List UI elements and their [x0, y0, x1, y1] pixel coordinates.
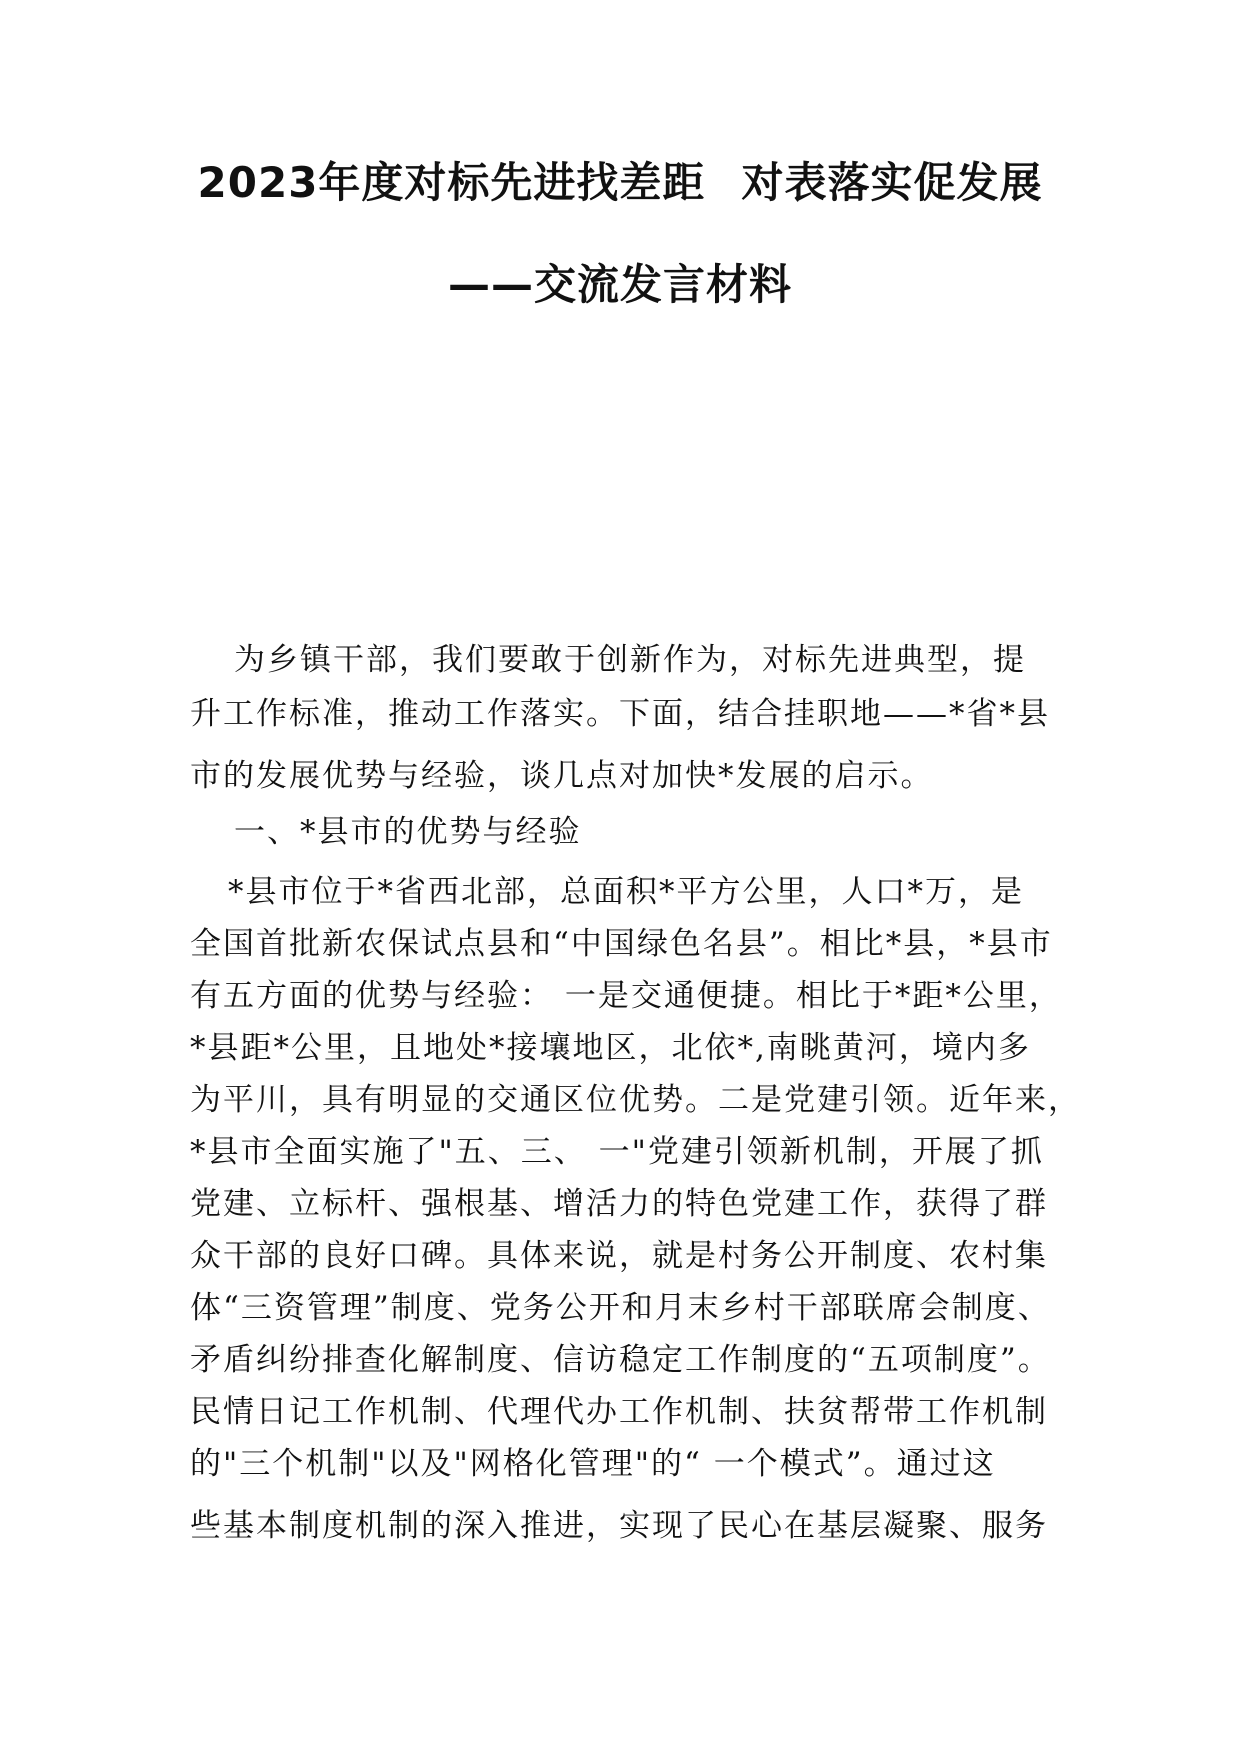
paragraph-line: *县距*公里，且地处*接壤地区，北依*,南眺黄河，境内多	[190, 1030, 1031, 1066]
paragraph-line: 党建、立标杆、强根基、增活力的特色党建工作，获得了群	[190, 1186, 1048, 1222]
paragraph-line: 为平川，具有明显的交通区位优势。二是党建引领。近年来，	[190, 1082, 1081, 1118]
title-part-2: 对表落实促发展	[741, 158, 1043, 207]
intro-line: 市的发展优势与经验，谈几点对加快*发展的启示。	[190, 758, 934, 794]
paragraph-line: 的"三个机制"以及"网格化管理"的“ 一个模式”。通过这	[190, 1446, 996, 1482]
intro-line: 为乡镇干部，我们要敢于创新作为，对标先进典型，提	[234, 642, 1026, 678]
paragraph-line: 体“三资管理”制度、党务公开和月末乡村干部联席会制度、	[190, 1290, 1051, 1326]
paragraph-line: 全国首批新农保试点县和“中国绿色名县”。相比*县，*县市	[190, 926, 1053, 962]
paragraph-line: *县市全面实施了"五、三、 一"党建引领新机制，开展了抓	[190, 1134, 1044, 1170]
title-part-1: 2023年度对标先进找差距	[197, 158, 706, 207]
paragraph-line: 有五方面的优势与经验： 一是交通便捷。相比于*距*公里，	[190, 978, 1062, 1014]
document-title	[140, 150, 1100, 210]
paragraph-line: 些基本制度机制的深入推进，实现了民心在基层凝聚、服务	[190, 1508, 1048, 1544]
paragraph-line: 民情日记工作机制、代理代办工作机制、扶贫帮带工作机制	[190, 1394, 1048, 1430]
paragraph-line: *县市位于*省西北部，总面积*平方公里，人口*万，是	[228, 874, 1024, 910]
paragraph-line: 众干部的良好口碑。具体来说，就是村务公开制度、农村集	[190, 1238, 1048, 1274]
section-heading: 一、*县市的优势与经验	[234, 814, 582, 850]
paragraph-line: 矛盾纠纷排查化解制度、信访稳定工作制度的“五项制度”。	[190, 1342, 1051, 1378]
intro-line: 升工作标准，推动工作落实。下面，结合挂职地——*省*县	[190, 696, 1050, 732]
document-subtitle: ——交流发言材料	[447, 260, 792, 309]
